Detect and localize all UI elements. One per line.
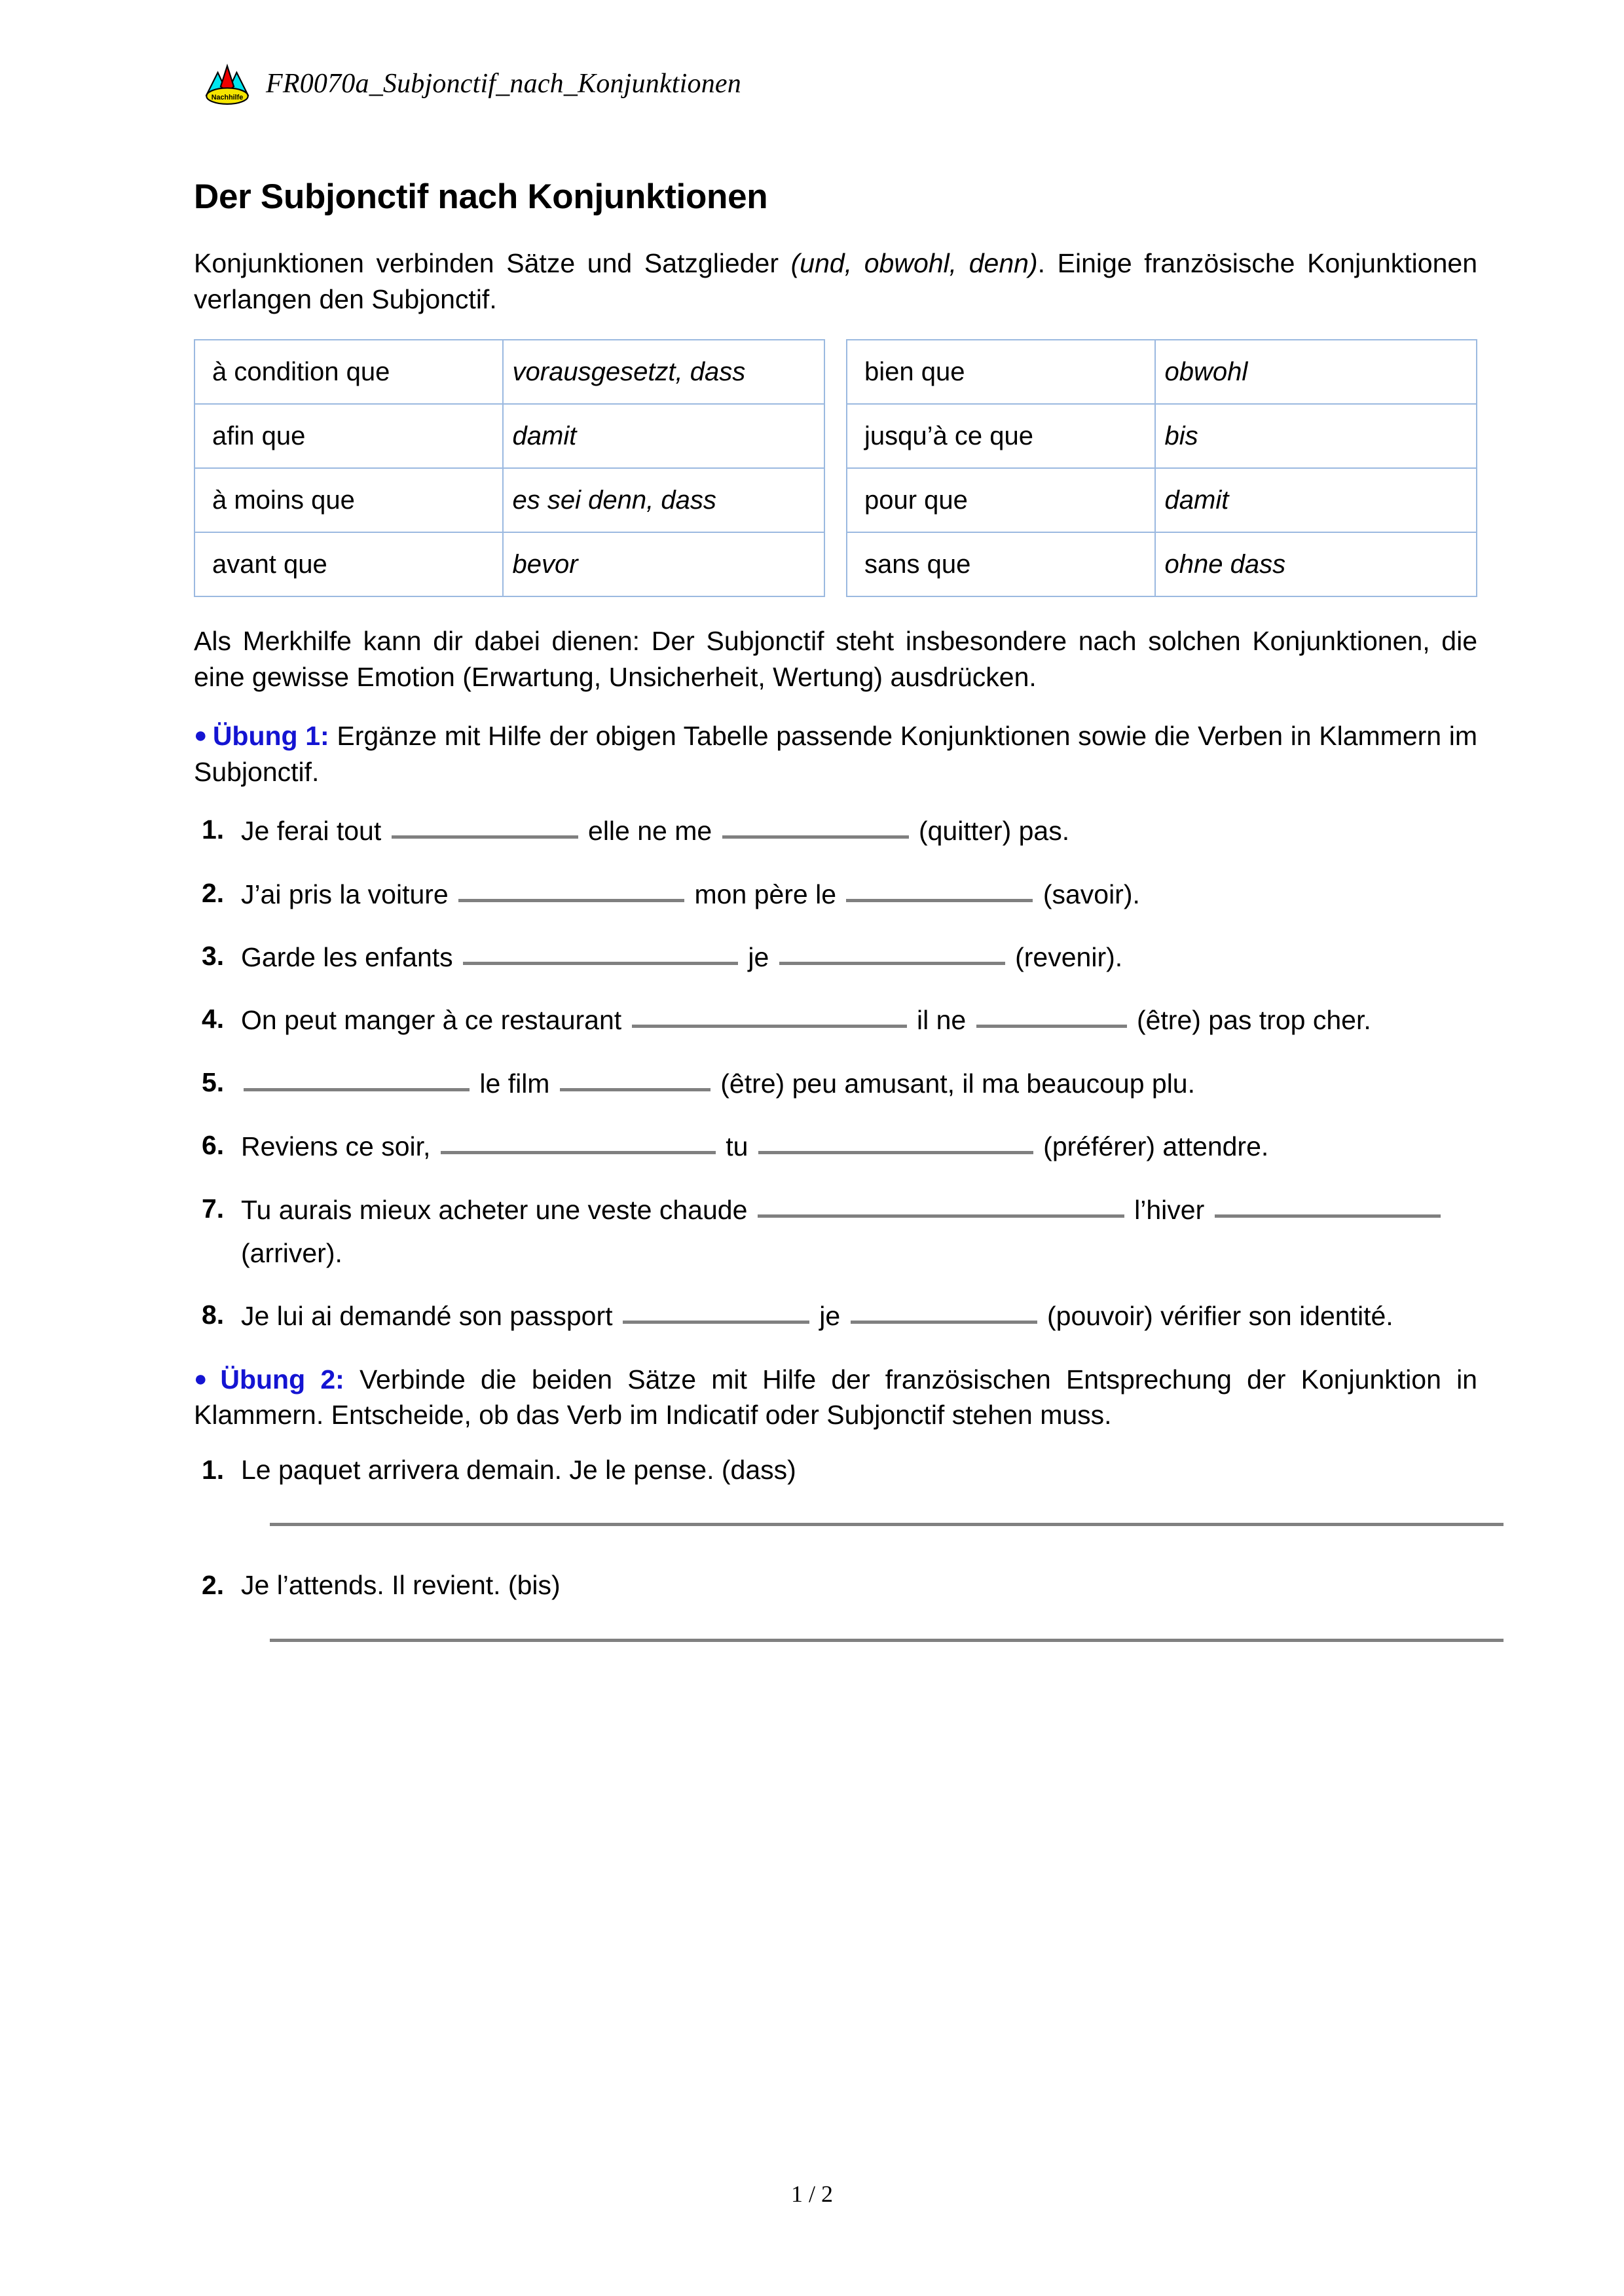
- exercise-1-heading: [194, 718, 1477, 790]
- document-header: [203, 60, 741, 107]
- answer-blank[interactable]: [463, 934, 738, 965]
- conjunction-tables: [194, 339, 1477, 597]
- conjunction-table-right: [846, 339, 1477, 597]
- list-item: [194, 934, 1477, 979]
- table-cell-french: bien que: [847, 340, 1155, 404]
- table-cell-german: bevor: [503, 532, 824, 596]
- item-number: 3.: [202, 940, 225, 971]
- list-item: [194, 871, 1477, 916]
- item-text-part3: (pouvoir) vérifier son identité.: [1039, 1301, 1393, 1332]
- item-text-part3: (être) pas trop cher.: [1129, 1005, 1371, 1036]
- page-title: Der Subjonctif nach Konjunktionen: [194, 177, 768, 216]
- logo-label: Nachhilfe: [211, 93, 244, 101]
- merkhilfe-paragraph: Als Merkhilfe kann dir dabei dienen: Der Subjonctif steht insbesondere nach solchen Konjunktionen, die eine gewisse Emotion (Erwartung, Unsicherheit, Wertung) ausdrücken.: [194, 626, 1477, 692]
- item-text-part1: Tu aurais mieux acheter une veste chaude: [241, 1194, 755, 1225]
- list-item: [194, 1187, 1477, 1275]
- table-row: [194, 404, 824, 468]
- answer-blank[interactable]: [458, 871, 684, 902]
- table-cell-german: damit: [503, 404, 824, 468]
- table-row: [194, 340, 824, 404]
- table-cell-french: à condition que: [194, 340, 503, 404]
- list-item: [194, 1123, 1477, 1168]
- table-cell-french: sans que: [847, 532, 1155, 596]
- answer-blank[interactable]: [779, 934, 1005, 965]
- table-cell-french: pour que: [847, 468, 1155, 532]
- item-text-part2: je: [811, 1301, 848, 1332]
- list-item: [194, 808, 1477, 852]
- bullet-icon: ●: [194, 723, 208, 748]
- intro-paragraph: [194, 246, 1477, 317]
- answer-blank[interactable]: [758, 1123, 1033, 1154]
- item-text-part2: tu: [718, 1131, 756, 1162]
- answer-blank[interactable]: [722, 808, 909, 839]
- item-text-part1: J’ai pris la voiture: [241, 879, 456, 909]
- answer-blank[interactable]: [560, 1061, 710, 1091]
- exercise-2-label: Übung 2:: [220, 1364, 344, 1394]
- table-row: [194, 468, 824, 532]
- item-text-part2: il ne: [909, 1005, 974, 1036]
- item-text-part2: l’hiver: [1126, 1194, 1212, 1225]
- exercise-1-list: [194, 808, 1477, 1338]
- table-row: [847, 340, 1477, 404]
- item-number: 1.: [202, 1454, 225, 1485]
- item-text-part1: On peut manger à ce restaurant: [241, 1005, 629, 1036]
- document-body: [194, 177, 1477, 1683]
- answer-blank[interactable]: [976, 997, 1127, 1028]
- item-text-part1: Garde les enfants: [241, 941, 461, 972]
- table-row: [847, 468, 1477, 532]
- item-text-part3: (revenir).: [1007, 941, 1123, 972]
- answer-blank[interactable]: [392, 808, 578, 839]
- item-number: 7.: [202, 1193, 225, 1224]
- list-item: [194, 1061, 1477, 1105]
- table-cell-german: obwohl: [1155, 340, 1477, 404]
- page-number: 1 / 2: [790, 2181, 833, 2207]
- item-text-part2: elle ne me: [580, 816, 720, 847]
- item-number: 1.: [202, 814, 225, 845]
- item-text-part3: (savoir).: [1035, 879, 1140, 909]
- bullet-icon: ●: [194, 1366, 215, 1391]
- item-text-part1: Je ferai tout: [241, 816, 389, 847]
- table-cell-french: afin que: [194, 404, 503, 468]
- table-cell-german: damit: [1155, 468, 1477, 532]
- item-text-part3: (être) peu amusant, il ma beaucoup plu.: [712, 1068, 1195, 1099]
- table-cell-german: vorausgesetzt, dass: [503, 340, 824, 404]
- list-item: [194, 997, 1477, 1042]
- item-text-part1: Je lui ai demandé son passport: [241, 1301, 620, 1332]
- list-item: [194, 1451, 1477, 1526]
- answer-line[interactable]: [270, 1523, 1504, 1526]
- item-number: 5.: [202, 1066, 225, 1097]
- table-cell-german: bis: [1155, 404, 1477, 468]
- exercise-1-label: Übung 1:: [212, 721, 329, 752]
- list-item: [194, 1567, 1477, 1641]
- answer-blank[interactable]: [441, 1123, 716, 1154]
- table-cell-french: jusqu’à ce que: [847, 404, 1155, 468]
- list-item: [194, 1293, 1477, 1338]
- answer-blank[interactable]: [758, 1187, 1124, 1218]
- intro-text-examples: (und, obwohl, denn): [790, 248, 1038, 278]
- exercise-2-heading: [194, 1362, 1477, 1433]
- item-text-part2: je: [741, 941, 777, 972]
- item-text: Je l’attends. Il revient. (bis): [241, 1570, 561, 1601]
- answer-blank[interactable]: [244, 1061, 470, 1091]
- table-row: [194, 532, 824, 596]
- item-text-part2: mon père le: [687, 879, 844, 909]
- intro-text-part2: . Einige französische Konjunktionen verlangen den Subjonctif.: [194, 248, 1477, 314]
- item-text-part1: Reviens ce soir,: [241, 1131, 438, 1162]
- item-text-part2: le film: [472, 1068, 557, 1099]
- item-text-part3: (quitter) pas.: [911, 816, 1070, 847]
- item-number: 2.: [202, 877, 225, 908]
- table-row: [847, 532, 1477, 596]
- document-file-title: FR0070a_Subjonctif_nach_Konjunktionen: [266, 69, 741, 99]
- table-cell-german: es sei denn, dass: [503, 468, 824, 532]
- table-row: [847, 404, 1477, 468]
- item-text-part3: (préférer) attendre.: [1035, 1131, 1269, 1162]
- answer-blank[interactable]: [632, 997, 907, 1028]
- item-number: 2.: [202, 1570, 225, 1601]
- conjunction-table-left: [194, 339, 825, 597]
- table-cell-german: ohne dass: [1155, 532, 1477, 596]
- answer-blank[interactable]: [623, 1293, 809, 1324]
- item-text: Le paquet arrivera demain. Je le pense. (dass): [241, 1454, 796, 1485]
- intro-text-part1: Konjunktionen verbinden Sätze und Satzglieder: [194, 248, 791, 278]
- exercise-1-instruction: Ergänze mit Hilfe der obigen Tabelle passende Konjunktionen sowie die Verben in Klammern im Subjonctif.: [194, 721, 1477, 787]
- answer-blank[interactable]: [846, 871, 1033, 902]
- exercise-2-instruction: Verbinde die beiden Sätze mit Hilfe der französischen Entsprechung der Konjunktion in Klammern. Entscheide, ob das Verb im Indicatif oder Subjonctif stehen muss.: [194, 1364, 1477, 1430]
- item-number: 8.: [202, 1300, 225, 1330]
- nachhilfe-logo-icon: [203, 60, 251, 107]
- table-cell-french: avant que: [194, 532, 503, 596]
- item-number: 6.: [202, 1130, 225, 1161]
- item-number: 4.: [202, 1004, 225, 1034]
- item-text-part3: (arriver).: [241, 1237, 342, 1268]
- answer-blank[interactable]: [1215, 1187, 1441, 1218]
- answer-blank[interactable]: [851, 1293, 1037, 1324]
- table-cell-french: à moins que: [194, 468, 503, 532]
- answer-line[interactable]: [270, 1639, 1504, 1642]
- exercise-2-list: [194, 1451, 1477, 1642]
